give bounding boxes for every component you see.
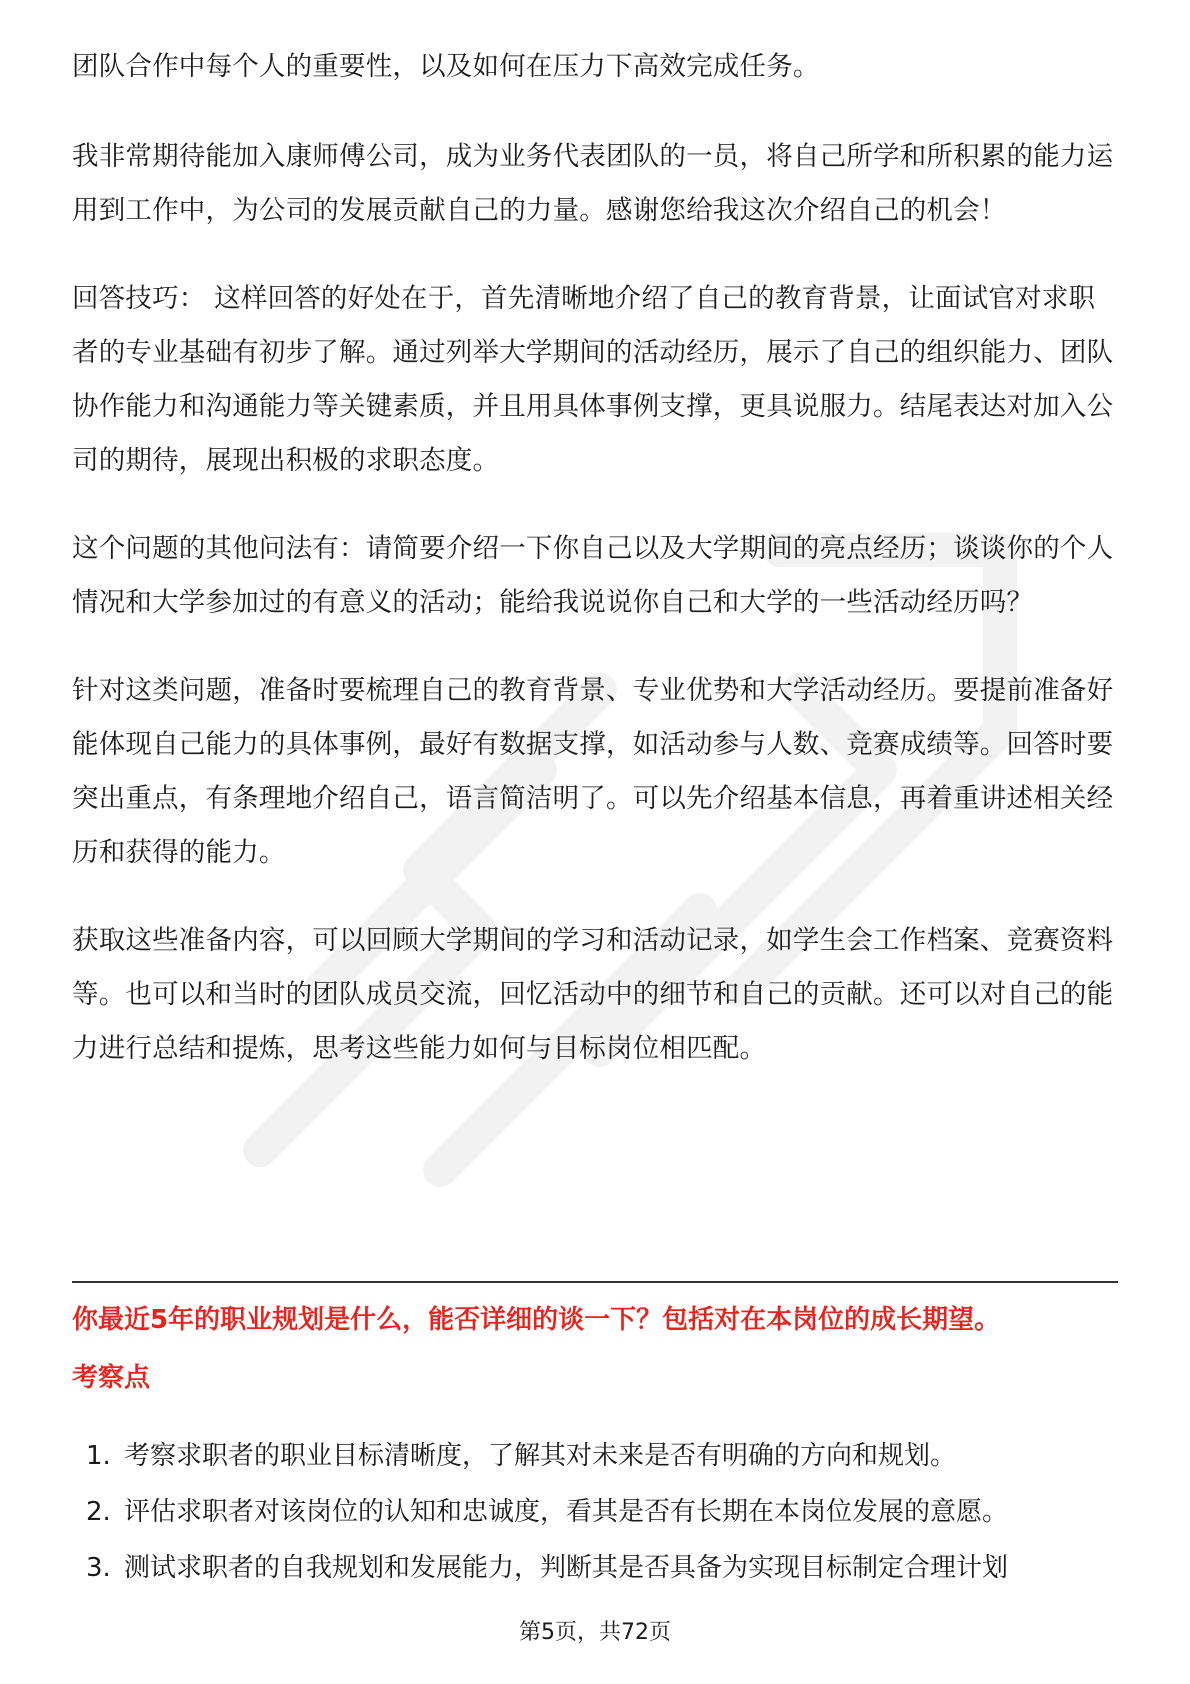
paragraph-2: 我非常期待能加入康师傅公司，成为业务代表团队的一员，将自己所学和所积累的能力运用到工作中，为公司的发展贡献自己的力量。感谢您给我这次介绍自己的机会！ xyxy=(72,141,1114,226)
list-item-number: 3. xyxy=(86,1553,111,1583)
paragraph-answer-tips: 回答技巧： 这样回答的好处在于，首先清晰地介绍了自己的教育背景，让面试官对求职者的专业基础有初步了解。通过列举大学期间的活动经历，展示了自己的组织能力、团队协作能力和沟通能力等关键素质，并且用具体事例支撑，更具说服力。结尾表达对加入公司的期待，展现出积极的求职态度。 xyxy=(72,283,1114,476)
paragraph-preparation: 针对这类问题，准备时要梳理自己的教育背景、专业优势和大学活动经历。要提前准备好能体现自己能力的具体事例，最好有数据支撑，如活动参与人数、竞赛成绩等。回答时要突出重点，有条理地介绍自己，语言简洁明了。可以先介绍基本信息，再着重讲述相关经历和获得的能力。 xyxy=(72,675,1114,868)
list-item-text: 测试求职者的自我规划和发展能力，判断其是否具备为实现目标制定合理计划 xyxy=(124,1553,1009,1583)
list-item-text: 评估求职者对该岗位的认知和忠诚度，看其是否有长期在本岗位发展的意愿。 xyxy=(124,1497,1009,1527)
assessment-points-list xyxy=(72,1428,1132,1596)
paragraph-1: 团队合作中每个人的重要性，以及如何在压力下高效完成任务。 xyxy=(72,51,820,82)
list-item-text: 考察求职者的职业目标清晰度，了解其对未来是否有明确的方向和规划。 xyxy=(124,1441,957,1471)
page-number: 第5页，共72页 xyxy=(519,1620,671,1645)
section-label-assessment: 考察点 xyxy=(72,1363,151,1393)
question-title: 你最近5年的职业规划是什么，能否详细的谈一下？包括对在本岗位的成长期望。 xyxy=(72,1305,1001,1335)
list-item xyxy=(72,1484,1132,1540)
list-item xyxy=(72,1428,1132,1484)
paragraph-other-asks: 这个问题的其他问法有：请简要介绍一下你自己以及大学期间的亮点经历；谈谈你的个人情况和大学参加过的有意义的活动；能给我说说你自己和大学的一些活动经历吗？ xyxy=(72,533,1114,618)
list-item-number: 2. xyxy=(86,1497,111,1527)
list-item xyxy=(72,1540,1132,1596)
list-item-number: 1. xyxy=(86,1441,111,1471)
paragraph-sources: 获取这些准备内容，可以回顾大学期间的学习和活动记录，如学生会工作档案、竞赛资料等。也可以和当时的团队成员交流，回忆活动中的细节和自己的贡献。还可以对自己的能力进行总结和提炼，思考这些能力如何与目标岗位相匹配。 xyxy=(72,925,1114,1064)
body-text xyxy=(72,40,1118,1110)
section-divider xyxy=(72,1281,1118,1283)
